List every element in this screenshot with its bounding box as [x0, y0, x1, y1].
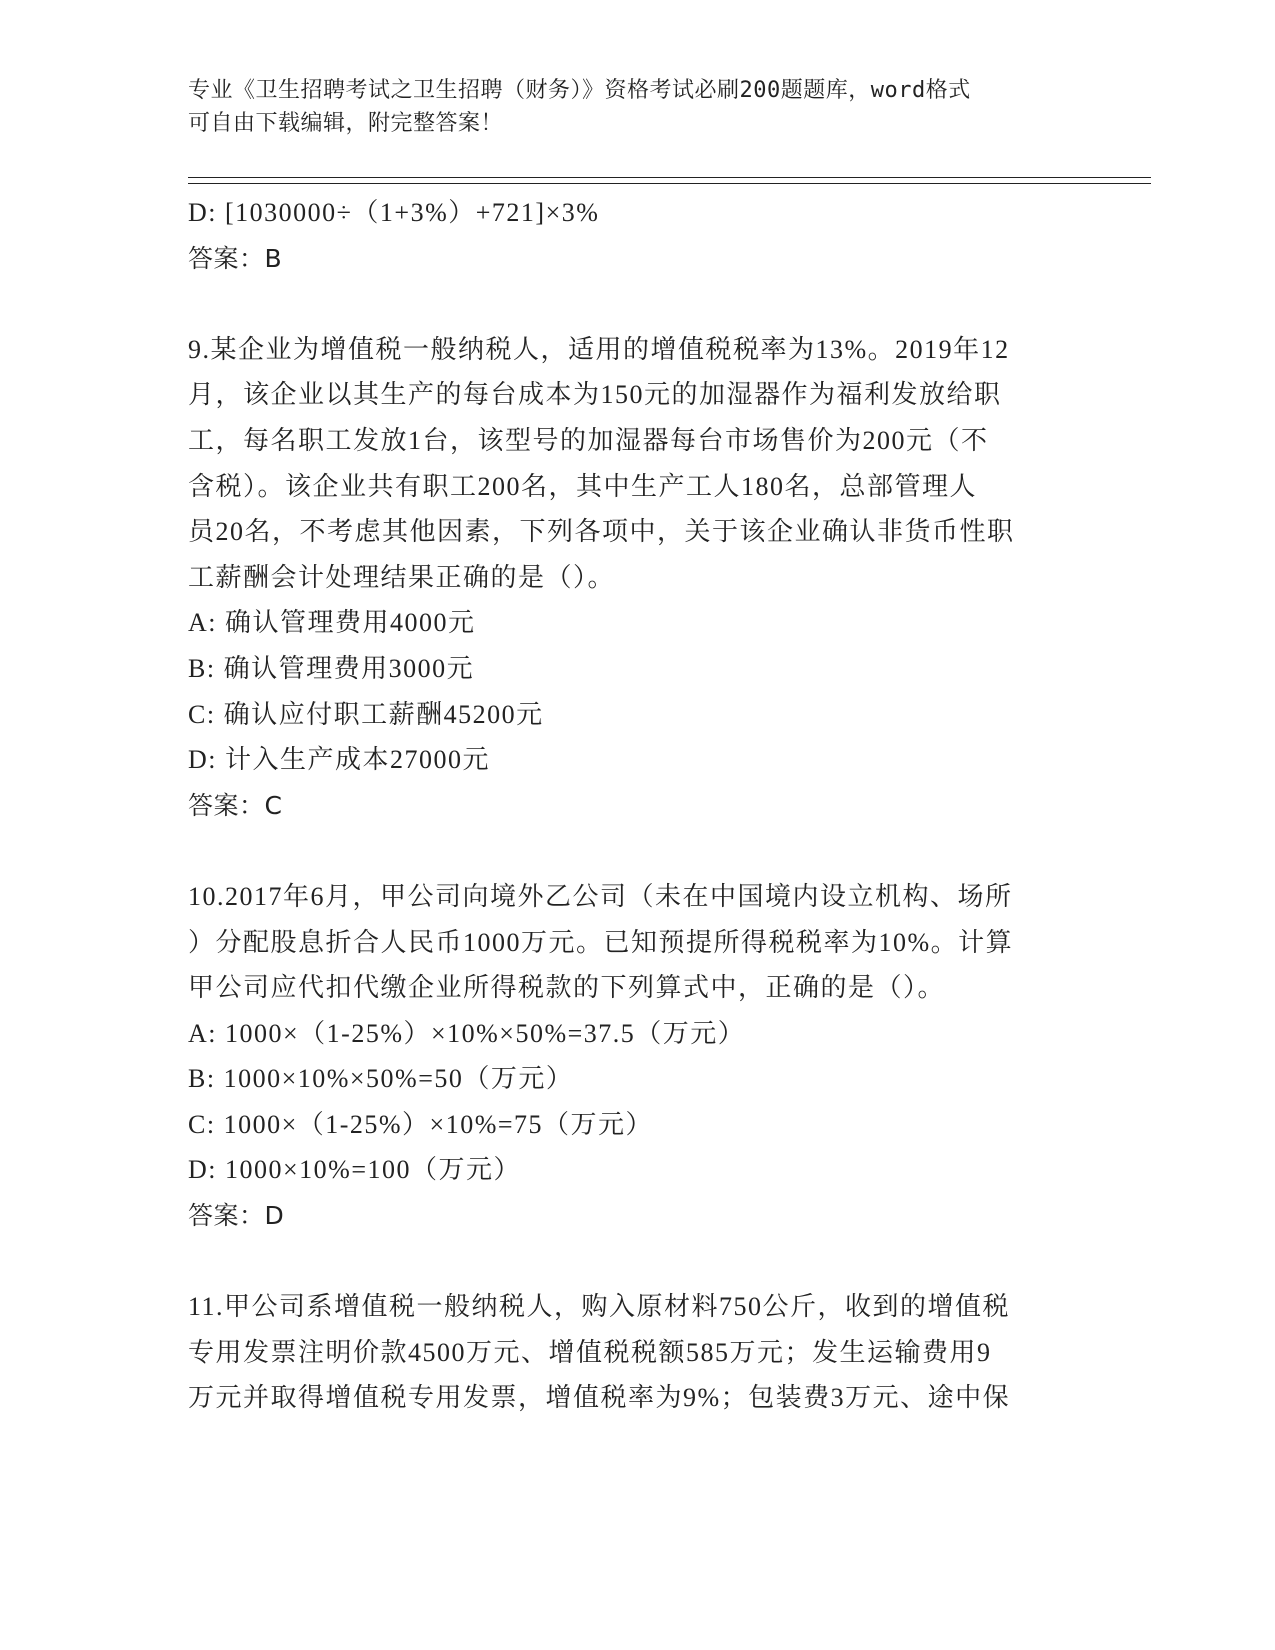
question-text-line: 万元并取得增值税专用发票，增值税率为9%；包装费3万元、途中保: [188, 1383, 1011, 1413]
question-text-line: 甲公司应代扣代缴企业所得税款的下列算式中，正确的是（）。: [188, 973, 946, 1003]
document-body: [188, 190, 1088, 1421]
question-10: [188, 874, 1088, 1239]
previous-question-tail: [188, 190, 1088, 281]
header-line-2: 可自由下载编辑，附完整答案！: [188, 111, 504, 136]
question-text-line: 月，该企业以其生产的每台成本为150元的加湿器作为福利发放给职: [188, 380, 1002, 410]
question-text-line: 含税）。该企业共有职工200名，其中生产工人180名，总部管理人: [188, 471, 978, 501]
question-text-line: 工薪酬会计处理结果正确的是（）。: [188, 562, 616, 592]
answer-line: 答案：D: [188, 1201, 285, 1231]
question-text-line: 11.甲公司系增值税一般纳税人，购入原材料750公斤，收到的增值税: [188, 1292, 1011, 1322]
option-a: A: 1000×（1-25%）×10%×50%=37.5（万元）: [188, 1018, 746, 1048]
option-c: C: 确认应付职工薪酬45200元: [188, 699, 544, 729]
question-text-line: ）分配股息折合人民币1000万元。已知预提所得税税率为10%。计算: [188, 927, 1014, 957]
option-b: B: 确认管理费用3000元: [188, 653, 475, 683]
question-11: [188, 1284, 1088, 1421]
question-text-line: 9.某企业为增值税一般纳税人，适用的增值税税率为13%。2019年12: [188, 334, 1010, 364]
option-a: A: 确认管理费用4000元: [188, 608, 476, 638]
document-header: [188, 74, 1088, 140]
question-text-line: 10.2017年6月，甲公司向境外乙公司（未在中国境内设立机构、场所: [188, 881, 1013, 911]
answer-line: 答案：C: [188, 790, 283, 820]
answer-line: 答案：B: [188, 243, 283, 273]
question-text-line: 专用发票注明价款4500万元、增值税税额585万元；发生运输费用9: [188, 1337, 992, 1367]
question-text-line: 员20名，不考虑其他因素，下列各项中，关于该企业确认非货币性职: [188, 517, 1015, 547]
header-line-1: 专业《卫生招聘考试之卫生招聘（财务）》资格考试必刷200题题库，word格式: [188, 78, 971, 103]
option-d: D: 1000×10%=100（万元）: [188, 1155, 521, 1185]
header-divider: [188, 177, 1151, 184]
question-9: [188, 327, 1088, 829]
option-d: D: [1030000÷（1+3%）+721]×3%: [188, 198, 600, 227]
question-text-line: 工，每名职工发放1台，该型号的加湿器每台市场售价为200元（不: [188, 425, 989, 455]
option-b: B: 1000×10%×50%=50（万元）: [188, 1064, 574, 1094]
option-d: D: 计入生产成本27000元: [188, 745, 491, 775]
option-c: C: 1000×（1-25%）×10%=75（万元）: [188, 1109, 654, 1139]
